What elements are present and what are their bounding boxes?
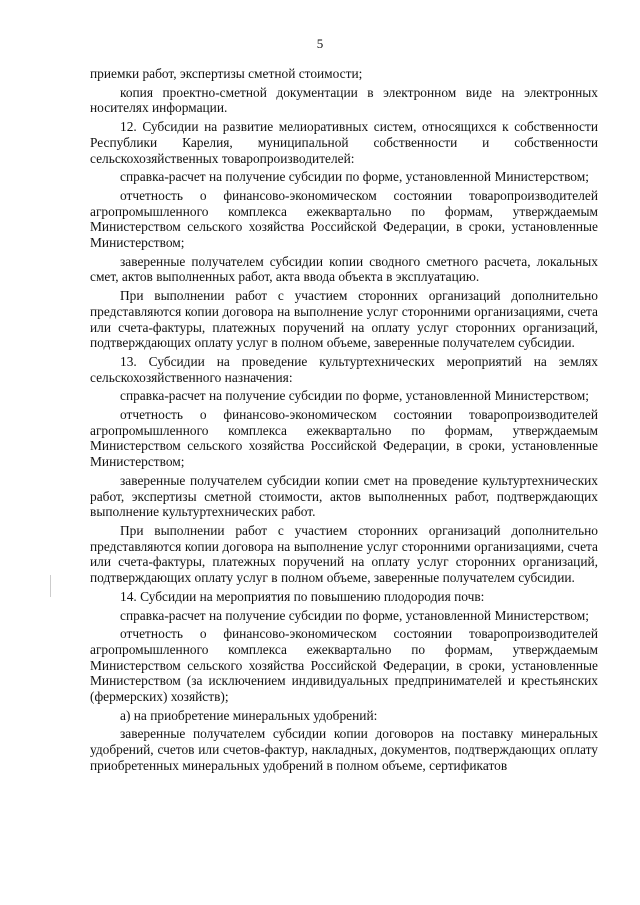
paragraph: отчетность о финансово-экономическом состоянии товаропроизводителей агропромышленного комплекса ежеквартально по формам, утверждаемым Министерством сельского хозяйства Российской Федерации, в сроки, установленные Министерством (за исключением индивидуальных предпринимателей и крестьянских (фермерских) хозяйств); — [90, 626, 598, 705]
paragraph: отчетность о финансово-экономическом состоянии товаропроизводителей агропромышленного комплекса ежеквартально по формам, утверждаемым Министерством сельского хозяйства Российской Федерации, в сроки, установленные Министерством; — [90, 407, 598, 470]
paragraph: заверенные получателем субсидии копии смет на проведение культуртехнических работ, экспертизы сметной стоимости, актов выполненных работ, подтверждающих выполнение культуртехнических работ. — [90, 472, 598, 520]
paragraph: При выполнении работ с участием сторонних организаций дополнительно представляются копии договора на выполнение услуг сторонними организациями, счета или счета-фактуры, платежных поручений на оплату услуг сторонних организаций, подтверждающих оплату услуг в полном объеме, заверенные получателем субсидии. — [90, 288, 598, 351]
page-number: 5 — [316, 36, 324, 51]
document-body — [90, 66, 598, 774]
paragraph: заверенные получателем субсидии копии сводного сметного расчета, локальных смет, актов выполненных работ, акта ввода объекта в эксплуатацию. — [90, 253, 598, 285]
paragraph: а) на приобретение минеральных удобрений: — [120, 707, 378, 723]
scan-margin-mark — [50, 575, 51, 597]
paragraph: копия проектно-сметной документации в электронном виде на электронных носителях информации. — [90, 84, 598, 116]
paragraph: справка-расчет на получение субсидии по форме, установленной Министерством; — [120, 607, 589, 623]
paragraph: справка-расчет на получение субсидии по форме, установленной Министерством; — [120, 388, 589, 404]
paragraph: приемки работ, экспертизы сметной стоимости; — [90, 66, 363, 81]
paragraph: заверенные получателем субсидии копии договоров на поставку минеральных удобрений, счетов или счетов-фактур, накладных, документов, подтверждающих оплату приобретенных минеральных удобрений в полном объеме, сертификатов — [90, 726, 598, 773]
paragraph: 14. Субсидии на мероприятия по повышению плодородия почв: — [120, 588, 485, 604]
paragraph: справка-расчет на получение субсидии по форме, установленной Министерством; — [120, 169, 589, 185]
paragraph: 12. Субсидии на развитие мелиоративных систем, относящихся к собственности Республики Карелия, муниципальной собственности и собственности сельскохозяйственных товаропроизводителей: — [90, 119, 598, 166]
paragraph: При выполнении работ с участием сторонних организаций дополнительно представляются копии договора на выполнение услуг сторонними организациями, счета или счета-фактуры, платежных поручений на оплату услуг сторонних организаций, подтверждающих оплату услуг в полном объеме, заверенные получателем субсидии. — [90, 522, 598, 586]
paragraph: 13. Субсидии на проведение культуртехнических мероприятий на землях сельскохозяйственного назначения: — [90, 353, 598, 385]
paragraph: отчетность о финансово-экономическом состоянии товаропроизводителей агропромышленного комплекса ежеквартально по формам, утверждаемым Министерством сельского хозяйства Российской Федерации, в сроки, установленные Министерством; — [90, 187, 598, 251]
